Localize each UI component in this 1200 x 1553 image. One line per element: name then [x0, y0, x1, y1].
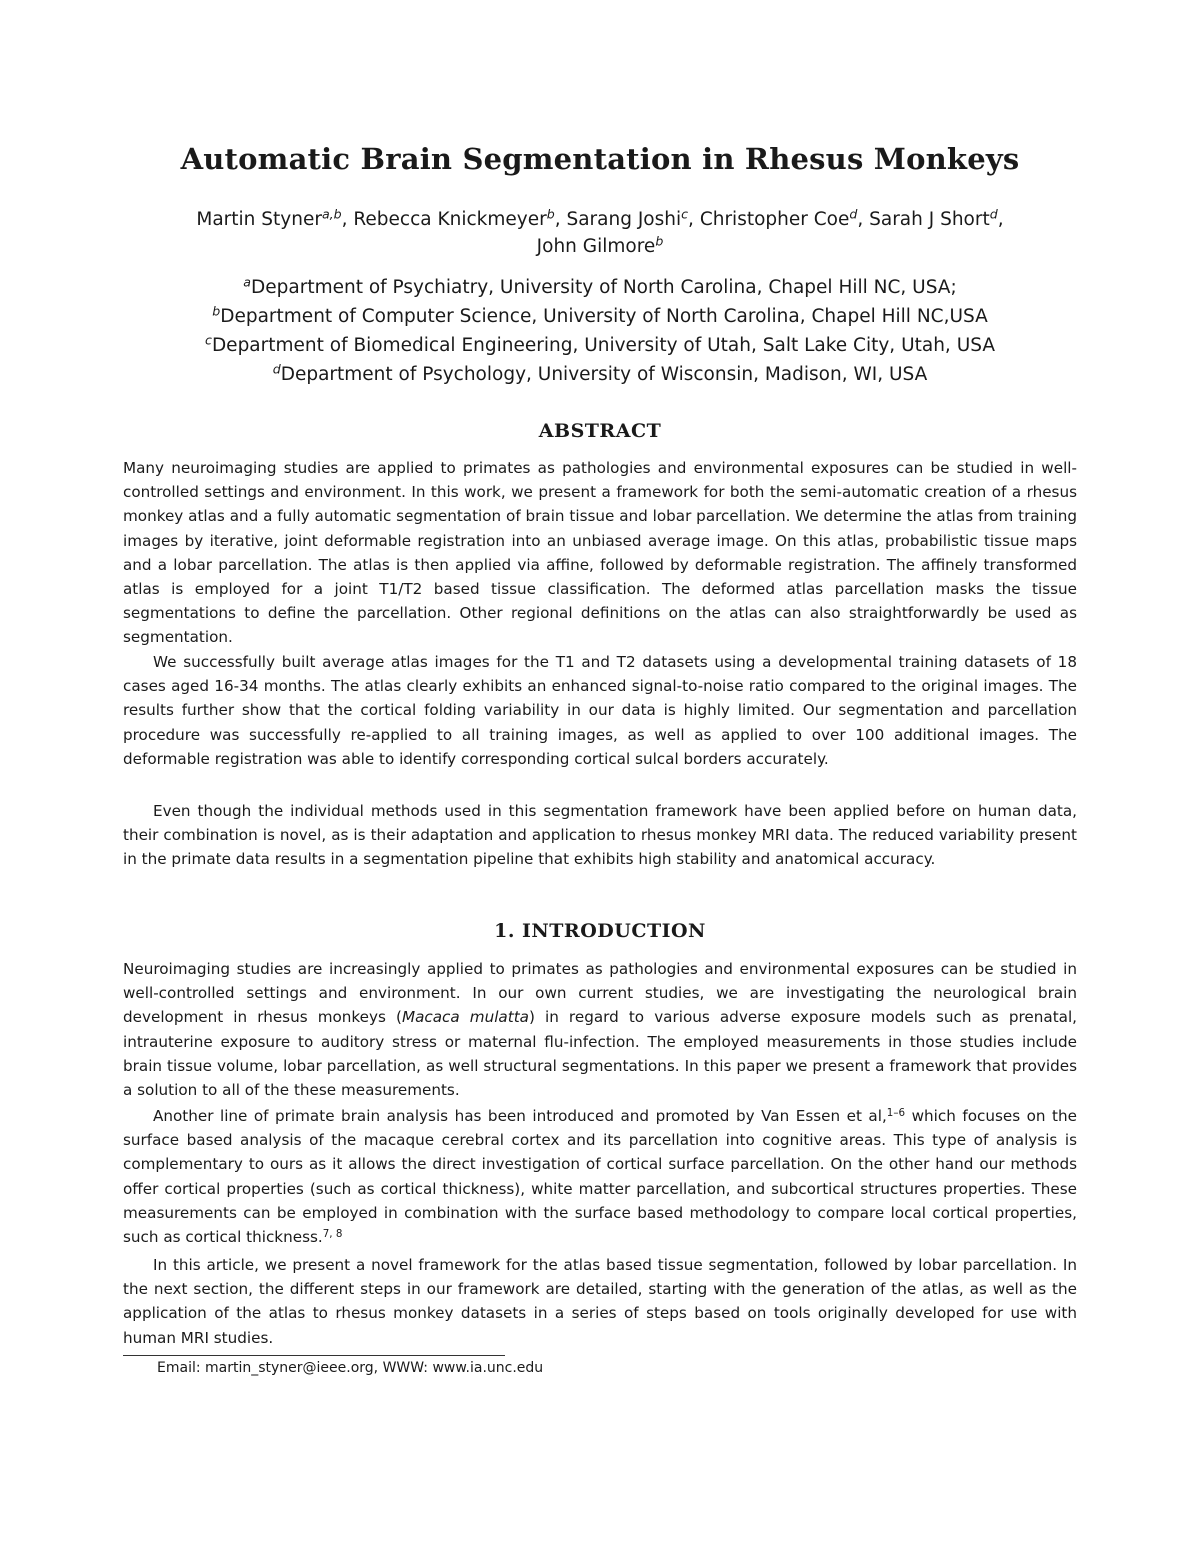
intro-paragraph-2 [123, 1104, 1077, 1249]
intro-text: which focuses on the surface based analysis of the macaque cerebral cortex and its parcellation into cognitive areas. This type of analysis is complementary to ours as it allows the direct investigation of cortical surface parcellation. On the other hand our methods offer cortical properties (such as cortical thickness), white matter parcellation, and subcortical structures properties. These measurements can be employed in combination with the surface based methodology to compare local cortical properties, such as cortical thickness. [123, 1107, 1077, 1247]
affiliation-mark: d [272, 361, 281, 377]
footnote-divider [123, 1355, 505, 1356]
author-list: Martin Styner$^{a,b}$, Rebecca Knickmeyer$^b$, Sarang Joshi$^c$, Christopher Coe$^d$, Sarah J Short$^d$, John Gilmore$^b$ [196, 206, 1004, 257]
species-name: Macaca mulatta [401, 1008, 529, 1027]
affiliation-text: Department of Psychology, University of Wisconsin, Madison, WI, USA [280, 364, 928, 385]
author-name: Sarah J Short [869, 209, 990, 230]
affiliation-mark: a [243, 274, 252, 290]
citation-ref: 7, 8 [322, 1227, 343, 1240]
affiliation-text: Department of Biomedical Engineering, University of Utah, Salt Lake City, Utah, USA [211, 335, 995, 356]
intro-text: Neuroimaging studies are increasingly applied to primates as pathologies and environmental exposures can be studied in well-controlled settings and environment. In our own current studies, we are investigating the neurological brain development in rhesus monkeys ( [123, 960, 1077, 1027]
author-affil-mark: c [681, 206, 689, 222]
citation-ref: 1–6 [886, 1106, 906, 1119]
abstract-paragraph-3: Even though the individual methods used in this segmentation framework have been applied before on human data, their combination is novel, as is their adaptation and application to rhesus monkey MRI data. The reduced variability present in the primate data results in a segmentation pipeline that exhibits high stability and anatomical accuracy. [123, 802, 1077, 869]
author-affil-mark: b [546, 206, 555, 222]
affiliation-line [123, 331, 1077, 360]
author-affil-mark: d [989, 206, 998, 222]
author-name: Sarang Joshi [566, 209, 682, 230]
footnote-email: Email: martin_styner@ieee.org, WWW: www.ia.unc.edu [157, 1360, 544, 1376]
abstract-paragraph-1: Many neuroimaging studies are applied to primates as pathologies and environmental exposures can be studied in well-controlled settings and environment. In this work, we present a framework for both the semi-automatic creation of a rhesus monkey atlas and a fully automatic segmentation of brain tissue and lobar parcellation. We determine the atlas from training images by iterative, joint deformable registration into an unbiased average image. On this atlas, probabilistic tissue maps and a lobar parcellation. The atlas is then applied via affine, followed by deformable registration. The affinely transformed atlas is employed for a joint T1/T2 based tissue classification. The deformed atlas parcellation masks the tissue segmentations to define the parcellation. Other regional definitions on the atlas can also straightforwardly be used as segmentation. [123, 459, 1077, 647]
abstract-paragraph-2: We successfully built average atlas images for the T1 and T2 datasets using a developmental training datasets of 18 cases aged 16-34 months. The atlas clearly exhibits an enhanced signal-to-noise ratio compared to the original images. The results further show that the cortical folding variability in our data is highly limited. Our segmentation and parcellation procedure was successfully re-applied to all training images, as well as applied to over 100 additional images. The deformable registration was able to identify corresponding cortical sulcal borders accurately. [123, 653, 1077, 768]
affiliation-line [123, 273, 1077, 302]
intro-paragraph-1 [123, 957, 1077, 1102]
author-name: Christopher Coe [699, 209, 850, 230]
affiliation-text: Department of Computer Science, University of North Carolina, Chapel Hill NC,USA [220, 306, 988, 327]
affiliation-line [123, 360, 1077, 389]
intro-text: Another line of primate brain analysis has been introduced and promoted by Van Essen et al, [153, 1107, 887, 1125]
author-affil-mark: b [655, 233, 664, 249]
affiliation-mark: b [212, 303, 221, 319]
author-affil-mark: a,b [321, 206, 342, 222]
affiliation-text: Department of Psychiatry, University of North Carolina, Chapel Hill NC, USA; [251, 277, 957, 298]
affiliation-mark: c [205, 332, 212, 348]
affiliation-list [123, 273, 1077, 389]
author-name: John Gilmore [536, 236, 656, 257]
affiliation-line [123, 302, 1077, 331]
intro-paragraph-3: In this article, we present a novel framework for the atlas based tissue segmentation, followed by lobar parcellation. In the next section, the different steps in our framework are detailed, starting with the generation of the atlas, as well as the application of the atlas to rhesus monkey datasets in a series of steps based on tools originally developed for use with human MRI studies. [123, 1256, 1077, 1347]
author-name: Martin Styner [196, 209, 322, 230]
author-name: Rebecca Knickmeyer [353, 209, 547, 230]
introduction-heading: 1. INTRODUCTION [494, 920, 706, 942]
intro-text: ) in regard to various adverse exposure models such as prenatal, intrauterine exposure to auditory stress or maternal flu-infection. The employed measurements in those studies include brain tissue volume, lobar parcellation, as well structural segmentations. In this paper we present a framework that provides a solution to all of the these measurements. [123, 1008, 1078, 1100]
abstract-heading: ABSTRACT [538, 420, 662, 442]
author-affil-mark: d [849, 206, 858, 222]
paper-title: Automatic Brain Segmentation in Rhesus Monkeys [180, 142, 1020, 176]
